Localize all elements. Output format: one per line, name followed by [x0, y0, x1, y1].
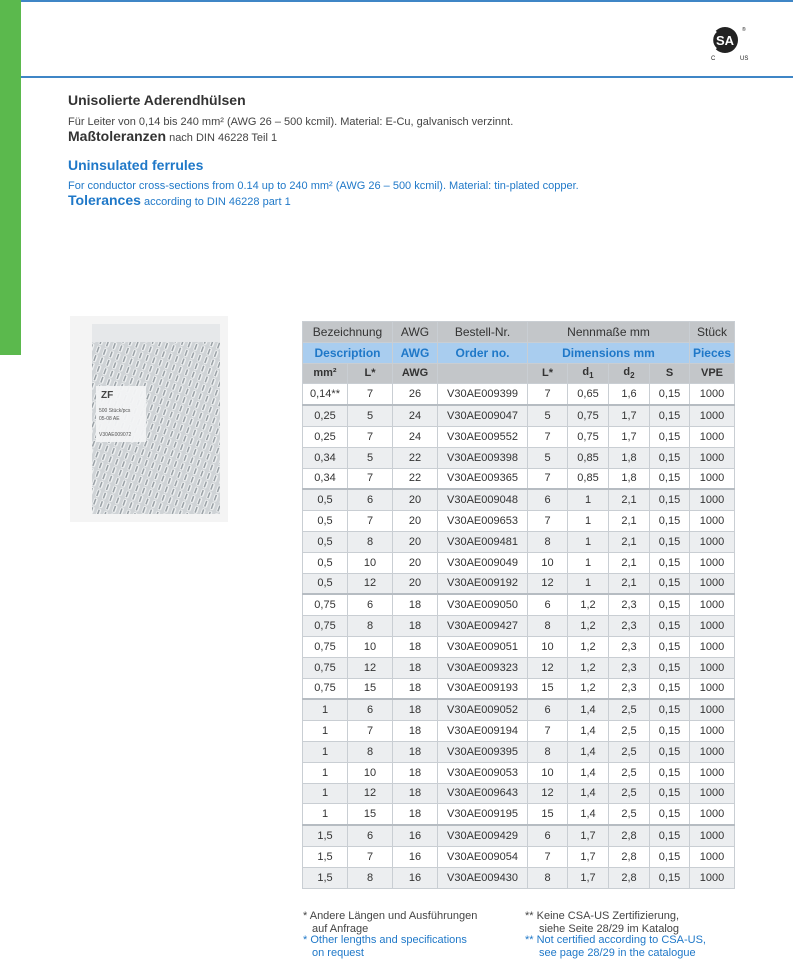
cell-vpe: 1000 [690, 657, 735, 678]
table-row [303, 552, 735, 573]
cell-vpe: 1000 [690, 846, 735, 867]
table-row [303, 573, 735, 594]
cell-length: 7 [348, 384, 393, 405]
bag-line1: 500 Stück/pcs [99, 408, 131, 414]
cell-d2: 2,3 [609, 657, 650, 678]
table-row [303, 867, 735, 888]
cell-length: 8 [348, 867, 393, 888]
cell-order-no: V30AE009398 [438, 447, 528, 468]
cell-mm2: 0,25 [303, 426, 348, 447]
cell-d1: 0,65 [568, 384, 609, 405]
cell-length: 7 [348, 468, 393, 489]
cell-d1: 0,85 [568, 468, 609, 489]
side-accent-bar [0, 0, 21, 355]
cell-d1: 1 [568, 573, 609, 594]
cell-l: 7 [528, 721, 568, 742]
cell-d1: 1 [568, 552, 609, 573]
cell-d1: 1,4 [568, 762, 609, 783]
cell-order-no: V30AE009049 [438, 552, 528, 573]
cell-length: 7 [348, 426, 393, 447]
table-row [303, 762, 735, 783]
cell-order-no: V30AE009195 [438, 804, 528, 825]
cell-d2: 2,5 [609, 699, 650, 720]
cell-l: 10 [528, 552, 568, 573]
cell-d2: 2,3 [609, 678, 650, 699]
cell-length: 7 [348, 721, 393, 742]
th-d2: $d_2$ [609, 363, 650, 384]
cell-l: 6 [528, 825, 568, 846]
cell-mm2: 0,5 [303, 531, 348, 552]
cell-s: 0,15 [650, 783, 690, 804]
cell-awg: 24 [393, 405, 438, 426]
cell-d1: 1,4 [568, 804, 609, 825]
cell-vpe: 1000 [690, 384, 735, 405]
table-row [303, 489, 735, 510]
cell-length: 6 [348, 489, 393, 510]
cell-mm2: 1 [303, 783, 348, 804]
th-description: Description [303, 342, 393, 363]
cell-awg: 20 [393, 531, 438, 552]
cell-awg: 18 [393, 636, 438, 657]
cell-length: 10 [348, 552, 393, 573]
cell-awg: 18 [393, 678, 438, 699]
cell-mm2: 0,25 [303, 405, 348, 426]
cell-vpe: 1000 [690, 573, 735, 594]
table-row [303, 447, 735, 468]
cell-l: 15 [528, 804, 568, 825]
cell-length: 7 [348, 511, 393, 532]
cell-d1: 1,2 [568, 678, 609, 699]
cell-d1: 1 [568, 531, 609, 552]
cell-d2: 2,5 [609, 783, 650, 804]
cell-s: 0,15 [650, 468, 690, 489]
table-row [303, 384, 735, 405]
cell-length: 15 [348, 804, 393, 825]
cell-awg: 22 [393, 447, 438, 468]
cell-order-no: V30AE009552 [438, 426, 528, 447]
cell-mm2: 0,75 [303, 657, 348, 678]
cell-s: 0,15 [650, 616, 690, 637]
cell-mm2: 1,5 [303, 846, 348, 867]
cell-vpe: 1000 [690, 594, 735, 615]
cell-d2: 1,7 [609, 426, 650, 447]
cell-s: 0,15 [650, 405, 690, 426]
cell-vpe: 1000 [690, 616, 735, 637]
description-en: For conductor cross-sections from 0.14 up to 240 mm² (AWG 26 – 500 kcmil). Material: tin-plated copper. [68, 180, 579, 192]
cell-awg: 18 [393, 657, 438, 678]
footnote-en-dstar: ** Not certified according to CSA-US, see page 28/29 in the catalogue [525, 934, 706, 959]
cell-l: 7 [528, 511, 568, 532]
cell-awg: 20 [393, 573, 438, 594]
cell-s: 0,15 [650, 804, 690, 825]
cell-awg: 18 [393, 594, 438, 615]
cell-l: 6 [528, 699, 568, 720]
cell-order-no: V30AE009395 [438, 741, 528, 762]
cell-s: 0,15 [650, 741, 690, 762]
cell-mm2: 0,5 [303, 573, 348, 594]
cell-s: 0,15 [650, 721, 690, 742]
cell-mm2: 0,75 [303, 636, 348, 657]
cell-d1: 1,7 [568, 846, 609, 867]
th-nennmasse: Nennmaße mm [528, 322, 690, 343]
cell-s: 0,15 [650, 636, 690, 657]
cell-awg: 22 [393, 468, 438, 489]
cell-length: 8 [348, 531, 393, 552]
cell-s: 0,15 [650, 867, 690, 888]
cell-vpe: 1000 [690, 447, 735, 468]
table-row [303, 616, 735, 637]
th-awg-unit: AWG [393, 363, 438, 384]
cell-d1: 0,75 [568, 405, 609, 426]
cell-l: 8 [528, 741, 568, 762]
cell-d1: 1 [568, 511, 609, 532]
tolerance-rest-de: nach DIN 46228 Teil 1 [166, 132, 278, 144]
cell-awg: 18 [393, 721, 438, 742]
cell-awg: 18 [393, 741, 438, 762]
csa-us-logo-icon [706, 22, 752, 62]
footnote-de-star: * Andere Längen und Ausführungen auf Anfrage [303, 910, 478, 935]
cell-l: 12 [528, 573, 568, 594]
cell-length: 8 [348, 741, 393, 762]
cell-mm2: 1,5 [303, 825, 348, 846]
cell-d1: 1,4 [568, 721, 609, 742]
cell-s: 0,15 [650, 762, 690, 783]
th-l: L* [348, 363, 393, 384]
bag-brand: ZF [101, 390, 114, 401]
cell-d1: 1,4 [568, 741, 609, 762]
cell-order-no: V30AE009048 [438, 489, 528, 510]
cell-s: 0,15 [650, 552, 690, 573]
cell-order-no: V30AE009052 [438, 699, 528, 720]
th-bezeichnung: Bezeichnung [303, 322, 393, 343]
cell-length: 8 [348, 616, 393, 637]
cell-vpe: 1000 [690, 511, 735, 532]
th-d1: $d_1$ [568, 363, 609, 384]
table-row [303, 846, 735, 867]
table-row [303, 531, 735, 552]
cell-d2: 2,5 [609, 804, 650, 825]
cell-l: 6 [528, 594, 568, 615]
table-row [303, 783, 735, 804]
cell-vpe: 1000 [690, 468, 735, 489]
cell-l: 7 [528, 468, 568, 489]
cell-mm2: 0,5 [303, 511, 348, 532]
table-body [303, 384, 735, 888]
th-stueck: Stück [690, 322, 735, 343]
tolerance-rest-en: according to DIN 46228 part 1 [140, 196, 291, 208]
cell-mm2: 0,34 [303, 468, 348, 489]
cell-l: 5 [528, 447, 568, 468]
cell-order-no: V30AE009365 [438, 468, 528, 489]
cell-l: 7 [528, 846, 568, 867]
th-bestell: Bestell-Nr. [438, 322, 528, 343]
cell-length: 5 [348, 405, 393, 426]
table-row [303, 699, 735, 720]
cell-d2: 2,1 [609, 552, 650, 573]
cell-s: 0,15 [650, 573, 690, 594]
cell-mm2: 1,5 [303, 867, 348, 888]
cell-length: 12 [348, 573, 393, 594]
table-row [303, 594, 735, 615]
cell-d1: 1,2 [568, 594, 609, 615]
cell-mm2: 1 [303, 721, 348, 742]
cell-l: 7 [528, 426, 568, 447]
cell-mm2: 0,34 [303, 447, 348, 468]
cell-order-no: V30AE009323 [438, 657, 528, 678]
cell-mm2: 0,75 [303, 678, 348, 699]
title-de: Unisolierte Aderendhülsen [68, 92, 246, 108]
table-row [303, 678, 735, 699]
th-vpe: VPE [690, 363, 735, 384]
header-row-de [303, 322, 735, 343]
description-de: Für Leiter von 0,14 bis 240 mm² (AWG 26 – 500 kcmil). Material: E-Cu, galvanisch verzinnt. [68, 116, 514, 128]
cell-order-no: V30AE009053 [438, 762, 528, 783]
cell-awg: 26 [393, 384, 438, 405]
table-row [303, 511, 735, 532]
cell-awg: 20 [393, 489, 438, 510]
cell-d1: 0,85 [568, 447, 609, 468]
table-row [303, 657, 735, 678]
bag-line2: 05-08 AE [99, 416, 120, 422]
cell-l: 10 [528, 636, 568, 657]
th-awg-en: AWG [393, 342, 438, 363]
cell-d2: 2,8 [609, 867, 650, 888]
cell-l: 15 [528, 678, 568, 699]
cell-vpe: 1000 [690, 699, 735, 720]
cell-length: 6 [348, 825, 393, 846]
cell-s: 0,15 [650, 447, 690, 468]
cell-vpe: 1000 [690, 426, 735, 447]
cell-order-no: V30AE009427 [438, 616, 528, 637]
cell-d2: 1,7 [609, 405, 650, 426]
cell-l: 8 [528, 531, 568, 552]
cell-l: 12 [528, 657, 568, 678]
table-row [303, 426, 735, 447]
cell-length: 6 [348, 699, 393, 720]
cell-d2: 2,3 [609, 594, 650, 615]
cell-d1: 1,2 [568, 616, 609, 637]
cell-s: 0,15 [650, 531, 690, 552]
cell-vpe: 1000 [690, 636, 735, 657]
top-rule [0, 0, 793, 2]
table-row [303, 804, 735, 825]
cell-vpe: 1000 [690, 552, 735, 573]
table-row [303, 721, 735, 742]
cell-vpe: 1000 [690, 783, 735, 804]
cell-awg: 16 [393, 867, 438, 888]
cell-order-no: V30AE009054 [438, 846, 528, 867]
tolerance-label-en: Tolerances [68, 192, 141, 208]
tolerance-label-de: Maßtoleranzen [68, 128, 167, 144]
cell-length: 10 [348, 636, 393, 657]
table-row [303, 825, 735, 846]
th-order: Order no. [438, 342, 528, 363]
cell-d2: 2,1 [609, 573, 650, 594]
cell-mm2: 0,5 [303, 552, 348, 573]
cell-order-no: V30AE009192 [438, 573, 528, 594]
cell-vpe: 1000 [690, 489, 735, 510]
cell-mm2: 0,5 [303, 489, 348, 510]
cell-l: 7 [528, 384, 568, 405]
cell-mm2: 1 [303, 741, 348, 762]
cell-order-no: V30AE009481 [438, 531, 528, 552]
cell-d1: 1,7 [568, 867, 609, 888]
cell-l: 12 [528, 783, 568, 804]
cell-order-no: V30AE009399 [438, 384, 528, 405]
th-blank [438, 363, 528, 384]
cell-awg: 18 [393, 762, 438, 783]
cell-order-no: V30AE009643 [438, 783, 528, 804]
header-rule [21, 76, 793, 78]
cell-length: 15 [348, 678, 393, 699]
cell-s: 0,15 [650, 825, 690, 846]
cert-c: C [711, 56, 716, 62]
cell-d1: 1 [568, 489, 609, 510]
cell-d2: 2,8 [609, 825, 650, 846]
footnote-en-star: * Other lengths and specifications on request [303, 934, 467, 959]
footnote-de-dstar: ** Keine CSA-US Zertifizierung, siehe Seite 28/29 im Katalog [525, 910, 680, 935]
cell-l: 8 [528, 867, 568, 888]
cell-d1: 1,2 [568, 657, 609, 678]
th-dimensions: Dimensions mm [528, 342, 690, 363]
cell-order-no: V30AE009430 [438, 867, 528, 888]
title-en: Uninsulated ferrules [68, 157, 204, 173]
cell-vpe: 1000 [690, 867, 735, 888]
cell-d2: 2,5 [609, 721, 650, 742]
cell-s: 0,15 [650, 489, 690, 510]
table-row [303, 741, 735, 762]
cell-d1: 1,4 [568, 699, 609, 720]
cell-d2: 2,3 [609, 616, 650, 637]
cell-length: 7 [348, 846, 393, 867]
cell-vpe: 1000 [690, 762, 735, 783]
cell-d2: 1,8 [609, 447, 650, 468]
cell-s: 0,15 [650, 678, 690, 699]
cell-d2: 2,5 [609, 762, 650, 783]
cell-s: 0,15 [650, 699, 690, 720]
svg-text:®: ® [742, 27, 746, 33]
product-photo [70, 316, 228, 522]
tolerance-de [68, 128, 277, 144]
cell-awg: 18 [393, 804, 438, 825]
cell-s: 0,15 [650, 511, 690, 532]
cell-order-no: V30AE009050 [438, 594, 528, 615]
cell-d2: 1,8 [609, 468, 650, 489]
cell-vpe: 1000 [690, 721, 735, 742]
cell-s: 0,15 [650, 846, 690, 867]
cell-d2: 2,1 [609, 511, 650, 532]
cell-l: 6 [528, 489, 568, 510]
cell-awg: 20 [393, 511, 438, 532]
cell-d2: 1,6 [609, 384, 650, 405]
header-row-en [303, 342, 735, 363]
cell-vpe: 1000 [690, 678, 735, 699]
cell-d1: 1,7 [568, 825, 609, 846]
ferrule-table [302, 321, 735, 889]
cell-l: 8 [528, 616, 568, 637]
cell-order-no: V30AE009051 [438, 636, 528, 657]
cell-d1: 0,75 [568, 426, 609, 447]
cell-d2: 2,8 [609, 846, 650, 867]
cell-awg: 18 [393, 616, 438, 637]
cell-d1: 1,4 [568, 783, 609, 804]
cell-l: 10 [528, 762, 568, 783]
cell-mm2: 1 [303, 762, 348, 783]
cell-awg: 16 [393, 846, 438, 867]
cell-d2: 2,3 [609, 636, 650, 657]
cell-vpe: 1000 [690, 741, 735, 762]
cert-us: US [740, 56, 749, 62]
table-row [303, 636, 735, 657]
cell-d2: 2,1 [609, 489, 650, 510]
cell-awg: 16 [393, 825, 438, 846]
cell-mm2: 1 [303, 804, 348, 825]
cell-awg: 24 [393, 426, 438, 447]
cell-mm2: 0,75 [303, 594, 348, 615]
cell-length: 6 [348, 594, 393, 615]
cell-length: 10 [348, 762, 393, 783]
bag-line3: V30AE009072 [99, 432, 132, 438]
th-pieces: Pieces [690, 342, 735, 363]
table-row [303, 468, 735, 489]
cell-length: 12 [348, 657, 393, 678]
cell-awg: 20 [393, 552, 438, 573]
cell-mm2: 0,75 [303, 616, 348, 637]
svg-text:SA: SA [715, 33, 735, 48]
cell-s: 0,15 [650, 426, 690, 447]
cell-vpe: 1000 [690, 405, 735, 426]
cell-d2: 2,5 [609, 741, 650, 762]
th-s: S [650, 363, 690, 384]
cell-s: 0,15 [650, 384, 690, 405]
cell-length: 5 [348, 447, 393, 468]
cell-vpe: 1000 [690, 804, 735, 825]
cell-length: 12 [348, 783, 393, 804]
cell-order-no: V30AE009194 [438, 721, 528, 742]
header-row-units [303, 363, 735, 384]
cell-s: 0,15 [650, 594, 690, 615]
cell-order-no: V30AE009429 [438, 825, 528, 846]
cell-d2: 2,1 [609, 531, 650, 552]
cell-awg: 18 [393, 699, 438, 720]
cell-d1: 1,2 [568, 636, 609, 657]
table-row [303, 405, 735, 426]
cell-awg: 18 [393, 783, 438, 804]
cell-vpe: 1000 [690, 531, 735, 552]
tolerance-en [68, 192, 291, 208]
cell-mm2: 1 [303, 699, 348, 720]
th-l2: L* [528, 363, 568, 384]
cell-l: 5 [528, 405, 568, 426]
cell-order-no: V30AE009193 [438, 678, 528, 699]
th-mm2: mm² [303, 363, 348, 384]
th-awg-de: AWG [393, 322, 438, 343]
cell-vpe: 1000 [690, 825, 735, 846]
cell-mm2: 0,14** [303, 384, 348, 405]
cell-order-no: V30AE009653 [438, 511, 528, 532]
cell-s: 0,15 [650, 657, 690, 678]
cell-order-no: V30AE009047 [438, 405, 528, 426]
